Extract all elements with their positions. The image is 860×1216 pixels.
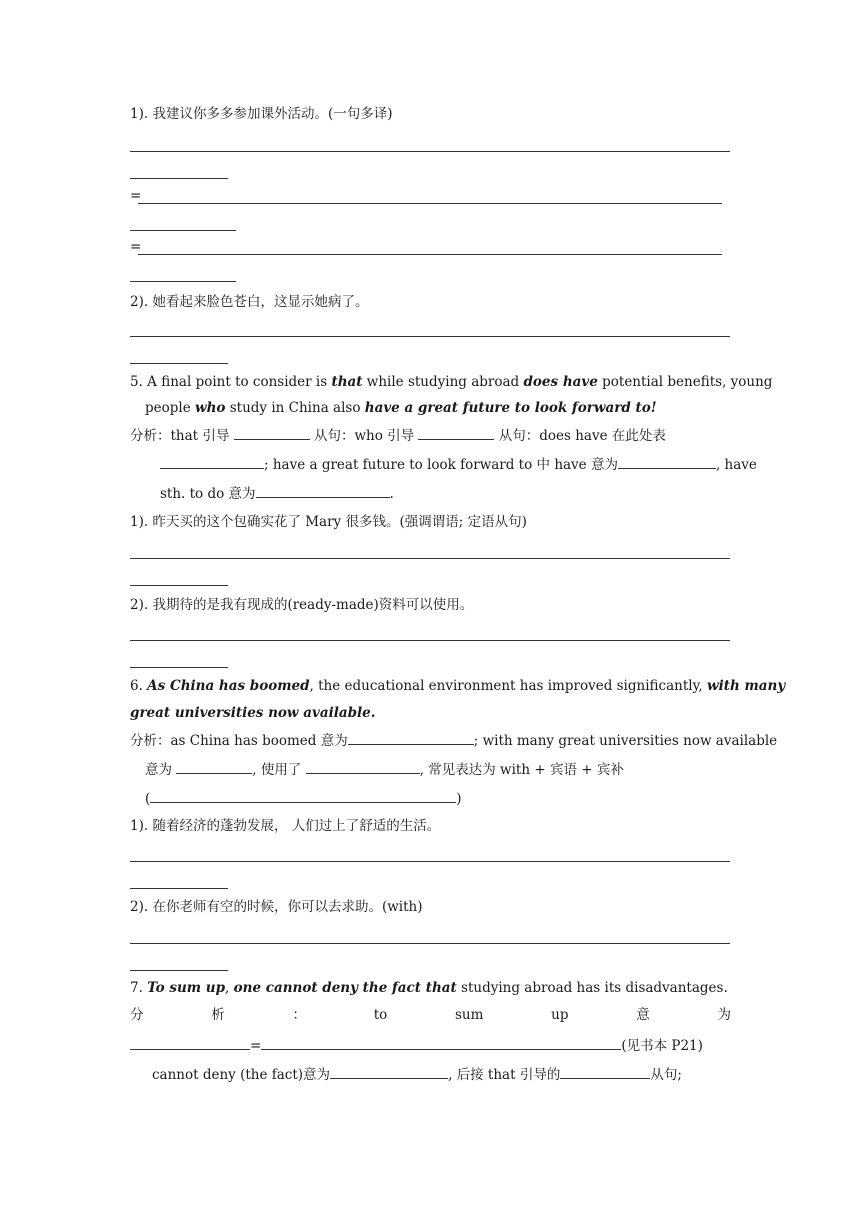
answer-line[interactable]	[130, 667, 228, 668]
answer-line[interactable]	[130, 888, 228, 889]
q5-line-1: 5. A final point to consider is that while studying abroad does have potential benefits, young	[130, 374, 773, 390]
q5-sentence-2: 2). 我期待的是我有现成的(ready-made)资料可以使用。	[130, 597, 474, 613]
fill-blank[interactable]	[560, 1065, 650, 1079]
fill-blank[interactable]	[348, 731, 474, 745]
answer-line[interactable]	[130, 861, 730, 862]
q5-line-2: people who study in China also have a great future to look forward to!	[145, 400, 657, 416]
fill-blank[interactable]	[130, 1036, 250, 1050]
q7-analysis-2: = (见书本 P21)	[130, 1036, 703, 1055]
q4-sentence-1: 1). 我建议你多多参加课外活动。(一句多译)	[130, 106, 393, 122]
answer-line[interactable]	[130, 970, 228, 971]
fill-blank[interactable]	[150, 789, 456, 803]
emph-does-have: does have	[523, 374, 598, 390]
emph-who: who	[195, 400, 226, 416]
q5-analysis-1: 分析：that 引导 从句：who 引导 从句：does have 在此处表	[130, 428, 666, 444]
q6-line-2	[130, 704, 375, 722]
q6-sentence-1: 1). 随着经济的蓬勃发展， 人们过上了舒适的生活。	[130, 818, 441, 834]
answer-line[interactable]	[138, 203, 722, 204]
answer-line[interactable]	[130, 943, 730, 944]
answer-line[interactable]	[130, 281, 236, 282]
answer-line[interactable]	[130, 178, 228, 179]
q6-line-1: 6. As China has boomed, the educational environment has improved significantly, with many	[130, 678, 786, 694]
answer-line[interactable]	[130, 151, 730, 152]
q6-sentence-2: 2). 在你老师有空的时候，你可以去求助。(with)	[130, 899, 423, 915]
answer-line[interactable]	[138, 254, 722, 255]
emph-as-china: As China has boomed	[147, 678, 310, 694]
answer-line[interactable]	[130, 558, 730, 559]
fill-blank[interactable]	[176, 760, 252, 774]
q6-analysis-2: 意为 , 使用了 , 常见表达为 with + 宾语 + 宾补	[145, 762, 624, 778]
fill-blank[interactable]	[330, 1065, 448, 1079]
fill-blank[interactable]	[306, 760, 420, 774]
fill-blank[interactable]	[418, 426, 494, 440]
q7-analysis-1: 分 析 ： to sum up 意 为	[130, 1007, 731, 1023]
emph-with-many: with many	[707, 678, 786, 694]
emph-universities: great universities now available.	[130, 705, 376, 721]
answer-line[interactable]	[130, 230, 236, 231]
q7-line-1: 7. To sum up, one cannot deny the fact that studying abroad has its disadvantages.	[130, 980, 728, 996]
q4-sentence-2: 2). 她看起来脸色苍白，这显示她病了。	[130, 294, 369, 310]
q5-sentence-1: 1). 昨天买的这个包确实花了 Mary 很多钱。(强调谓语; 定语从句)	[130, 514, 527, 530]
answer-line[interactable]	[130, 585, 228, 586]
q7-analysis-3: cannot deny (the fact)意为 , 后接 that 引导的 从句;	[152, 1067, 682, 1083]
equals-mark: =	[130, 239, 142, 255]
emph-cannot-deny: one cannot deny the fact that	[233, 980, 457, 996]
q6-analysis-3: ( )	[145, 791, 462, 807]
q5-analysis-2: ; have a great future to look forward to 中 have 意为 , have	[160, 455, 757, 474]
equals-mark: =	[130, 188, 142, 204]
fill-blank[interactable]	[234, 426, 310, 440]
fill-blank[interactable]	[160, 455, 264, 469]
emph-that: that	[331, 374, 363, 390]
fill-blank[interactable]	[256, 484, 390, 498]
answer-line[interactable]	[130, 640, 730, 641]
emph-have-future: have a great future to look forward to!	[364, 400, 657, 416]
fill-blank[interactable]	[261, 1036, 621, 1050]
answer-line[interactable]	[130, 363, 228, 364]
q6-analysis-1: 分析：as China has boomed 意为 ; with many great universities now available	[130, 733, 778, 749]
q5-analysis-3: sth. to do 意为 .	[160, 486, 394, 502]
answer-line[interactable]	[130, 336, 730, 337]
fill-blank[interactable]	[618, 455, 716, 469]
emph-to-sum-up: To sum up	[147, 980, 226, 996]
